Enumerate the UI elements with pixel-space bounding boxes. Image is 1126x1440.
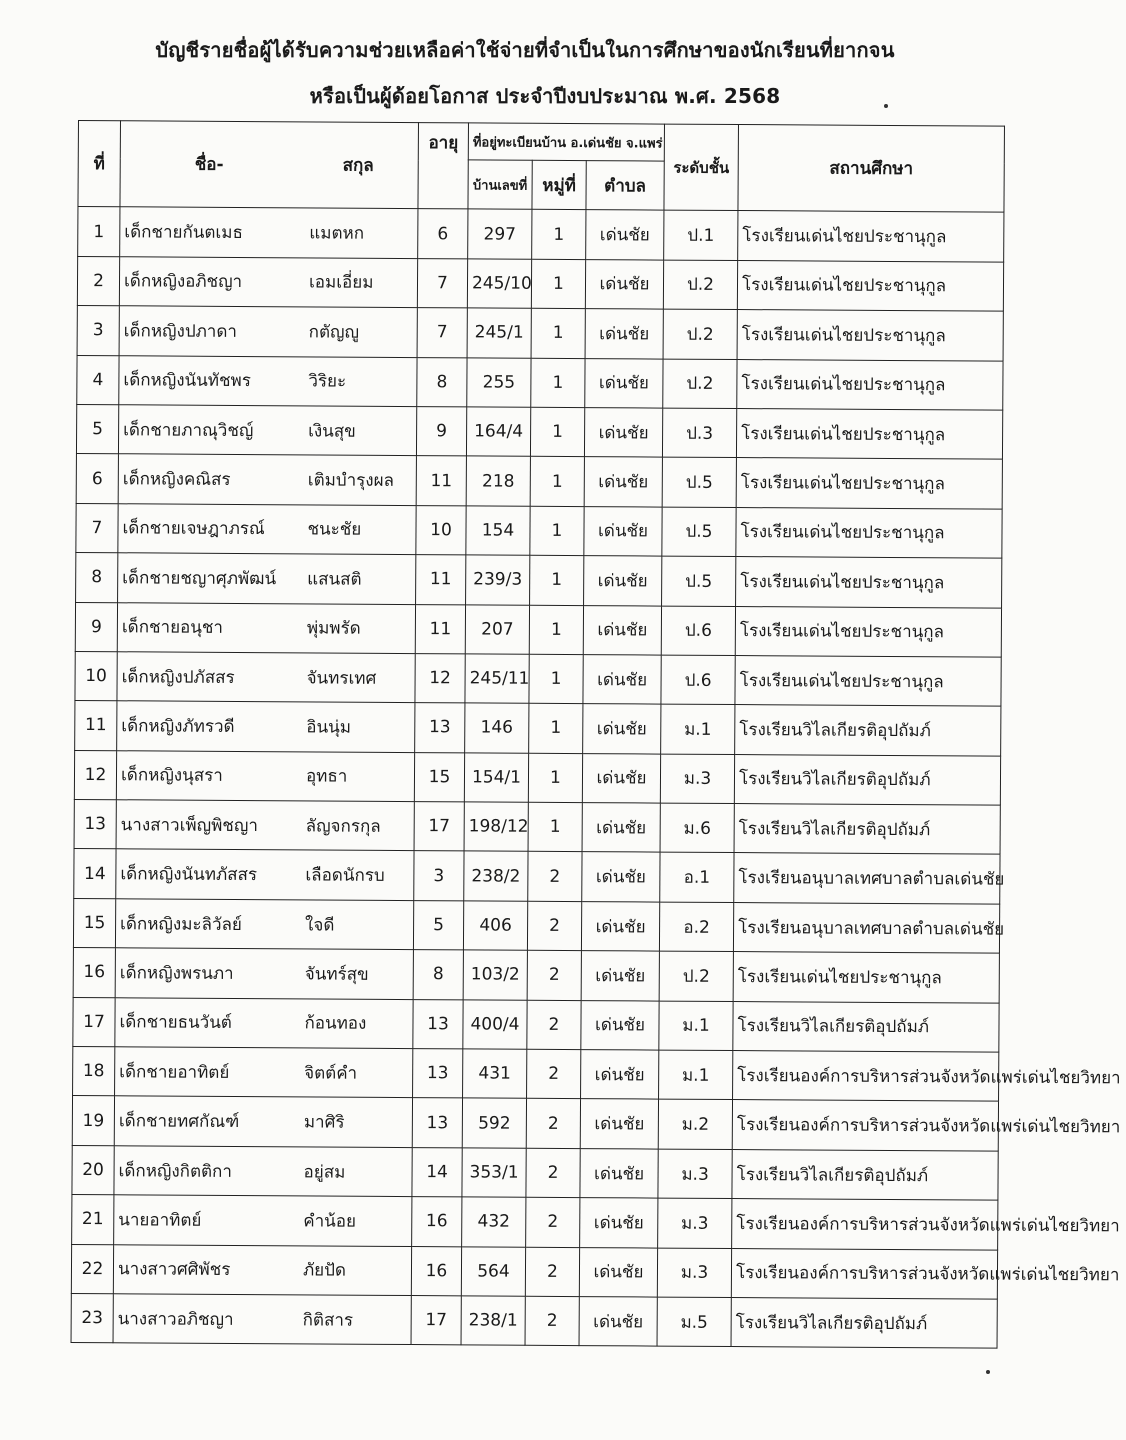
- recipient-surname: เอมเอี่ยม: [308, 272, 374, 294]
- recipient-name-cell: [119, 355, 417, 406]
- recipient-surname: จันทร์สุข: [304, 964, 369, 985]
- subdistrict: เด่นชัย: [585, 259, 663, 309]
- row-number: 11: [75, 701, 117, 751]
- school-name: โรงเรียนองค์การบริหารส่วนจังหวัดแพร่เด่นไชยวิทยา: [732, 1199, 998, 1250]
- row-number: 2: [77, 256, 119, 306]
- recipient-name-cell: [119, 257, 417, 308]
- village-number: 1: [532, 210, 586, 260]
- house-number: 297: [468, 209, 532, 259]
- recipient-given-name: เด็กชายเจษฎาภรณ์: [122, 518, 265, 540]
- school-name: โรงเรียนเด่นไชยประชานุกูล: [733, 952, 999, 1003]
- subdistrict: เด่นชัย: [581, 951, 659, 1001]
- school-name: โรงเรียนเด่นไชยประชานุกูล: [735, 606, 1001, 657]
- grade-level: ป.5: [662, 556, 736, 606]
- village-number: 2: [528, 852, 582, 902]
- row-number: 5: [76, 404, 118, 454]
- subdistrict: เด่นชัย: [579, 1247, 657, 1297]
- table-row: [73, 1047, 999, 1102]
- village-number: 2: [526, 1197, 580, 1247]
- recipient-given-name: เด็กหญิงปภาดา: [123, 321, 238, 342]
- subdistrict: เด่นชัย: [583, 605, 661, 655]
- house-number: 245/1: [467, 308, 531, 358]
- row-number: 4: [77, 355, 119, 405]
- table-row: [77, 256, 1003, 311]
- recipient-surname: อยู่สม: [303, 1161, 346, 1183]
- grade-level: ม.3: [657, 1248, 731, 1298]
- subdistrict: เด่นชัย: [579, 1297, 657, 1347]
- recipient-age: 13: [413, 1049, 463, 1099]
- school-name: โรงเรียนองค์การบริหารส่วนจังหวัดแพร่เด่นไชยวิทยา: [732, 1100, 998, 1151]
- recipient-name-cell: [118, 503, 416, 554]
- recipient-surname: พุ่มพรัด: [306, 618, 361, 639]
- recipient-surname: จันทรเทศ: [306, 668, 377, 689]
- grade-level: ม.3: [658, 1149, 732, 1199]
- house-number: 198/12: [464, 802, 528, 852]
- school-name: โรงเรียนวิไลเกียรติอุปถัมภ์: [731, 1297, 997, 1348]
- house-number: 255: [467, 357, 531, 407]
- house-number: 207: [465, 604, 529, 654]
- grade-level: ม.6: [660, 803, 734, 853]
- table-row: [78, 207, 1004, 262]
- house-number: 406: [463, 901, 527, 951]
- grade-level: ป.2: [659, 951, 733, 1001]
- recipient-age: 11: [416, 456, 466, 506]
- row-number: 10: [75, 651, 117, 701]
- table-row: [75, 701, 1001, 756]
- grade-level: ป.5: [662, 457, 736, 507]
- table-row: [76, 454, 1002, 509]
- recipient-age: 8: [413, 950, 463, 1000]
- subdistrict: เด่นชัย: [582, 753, 660, 803]
- row-number: 1: [78, 207, 120, 257]
- grade-level: ม.2: [658, 1099, 732, 1149]
- table-row: [72, 1145, 998, 1200]
- recipient-surname: ใจดี: [305, 914, 335, 936]
- recipient-surname: จิตต์คำ: [304, 1063, 358, 1084]
- recipient-given-name: นายอาทิตย์: [118, 1210, 202, 1231]
- row-number: 23: [71, 1293, 113, 1343]
- grade-level: ม.1: [659, 1050, 733, 1100]
- house-number: 164/4: [466, 407, 530, 457]
- village-number: 1: [531, 259, 585, 309]
- recipient-surname: มาศิริ: [303, 1112, 345, 1133]
- recipient-name-cell: [113, 1294, 411, 1345]
- grade-level: ป.6: [661, 655, 735, 705]
- recipient-given-name: เด็กหญิงนันทภัสสร: [120, 864, 258, 886]
- recipient-given-name: เด็กหญิงนุสรา: [120, 765, 223, 787]
- recipient-given-name: เด็กชายธนวันต์: [119, 1012, 232, 1034]
- school-name: โรงเรียนอนุบาลเทศบาลตำบลเด่นชัย: [733, 902, 999, 953]
- village-number: 2: [526, 1099, 580, 1149]
- table-row: [76, 404, 1002, 459]
- table-row: [73, 948, 999, 1003]
- grade-level: ป.2: [663, 260, 737, 310]
- row-number: 14: [74, 849, 116, 899]
- row-number: 13: [74, 800, 116, 850]
- header-name-label: ชื่อ-: [194, 154, 224, 176]
- recipient-age: 5: [413, 900, 463, 950]
- recipient-given-name: เด็กหญิงภัทรวดี: [121, 716, 235, 737]
- row-number: 16: [73, 948, 115, 998]
- recipient-given-name: เด็กชายทศกัณฑ์: [118, 1111, 240, 1133]
- recipient-age: 9: [416, 407, 466, 457]
- house-number: 154/1: [464, 753, 528, 803]
- recipient-given-name: เด็กหญิงนันทัชพร: [123, 370, 251, 392]
- recipient-name-cell: [114, 1195, 412, 1246]
- table-row: [76, 553, 1002, 608]
- recipient-surname: วิริยะ: [308, 371, 347, 392]
- subdistrict: เด่นชัย: [585, 358, 663, 408]
- recipient-name-cell: [116, 849, 414, 900]
- house-number: 592: [462, 1098, 526, 1148]
- subdistrict: เด่นชัย: [582, 803, 660, 853]
- header-age: อายุ: [418, 123, 469, 210]
- table-row: [72, 1195, 998, 1250]
- grade-level: ม.1: [659, 1001, 733, 1051]
- village-number: 2: [527, 1000, 581, 1050]
- village-number: 1: [530, 555, 584, 605]
- recipient-name-cell: [117, 701, 415, 752]
- row-number: 22: [71, 1244, 113, 1294]
- house-number: 238/1: [461, 1296, 525, 1346]
- table-row: [76, 503, 1002, 558]
- recipient-name-cell: [113, 1244, 411, 1295]
- school-name: โรงเรียนเด่นไชยประชานุกูล: [736, 458, 1002, 509]
- row-number: 18: [73, 1047, 115, 1097]
- subdistrict: เด่นชัย: [581, 1000, 659, 1050]
- grade-level: ป.1: [664, 210, 738, 260]
- grade-level: ม.3: [658, 1198, 732, 1248]
- school-name: โรงเรียนเด่นไชยประชานุกูล: [737, 260, 1003, 311]
- village-number: 2: [525, 1296, 579, 1346]
- school-name: โรงเรียนองค์การบริหารส่วนจังหวัดแพร่เด่นไชยวิทยา: [733, 1051, 999, 1102]
- recipient-age: 13: [412, 1098, 462, 1148]
- table-row: [74, 849, 1000, 904]
- recipient-surname: เลือดนักรบ: [305, 865, 385, 887]
- recipient-surname: อุทธา: [305, 766, 348, 788]
- header-house-no: บ้านเลขที่: [468, 160, 532, 210]
- house-number: 432: [462, 1197, 526, 1247]
- grade-level: ป.3: [662, 408, 736, 458]
- recipient-surname: แสนสติ: [307, 569, 362, 590]
- subdistrict: เด่นชัย: [585, 309, 663, 359]
- recipient-name-cell: [118, 553, 416, 604]
- table-row: [74, 750, 1000, 805]
- row-number: 19: [72, 1096, 114, 1146]
- recipient-surname: ก้อนทอง: [304, 1013, 367, 1035]
- recipient-given-name: เด็กชายกันตเมธ: [124, 222, 243, 244]
- recipient-name-cell: [118, 405, 416, 456]
- recipient-given-name: นางสาวอภิชญา: [117, 1308, 234, 1330]
- document-title-line-1: บัญชีรายชื่อผู้ได้รับความช่วยเหลือค่าใช้จ่ายที่จำเป็นในการศึกษาของนักเรียนที่ยากจน: [155, 38, 895, 62]
- recipient-age: 15: [414, 752, 464, 802]
- row-number: 3: [77, 306, 119, 356]
- recipient-name-cell: [116, 750, 414, 801]
- village-number: 1: [529, 605, 583, 655]
- school-name: โรงเรียนอนุบาลเทศบาลตำบลเด่นชัย: [734, 853, 1000, 904]
- school-name: โรงเรียนวิไลเกียรติอุปถัมภ์: [732, 1149, 998, 1200]
- school-name: โรงเรียนวิไลเกียรติอุปถัมภ์: [733, 1001, 999, 1052]
- scan-speck: [884, 104, 888, 108]
- header-subdistrict: ตำบล: [586, 161, 664, 211]
- table-row: [77, 355, 1003, 410]
- recipient-age: 17: [414, 802, 464, 852]
- recipient-age: 13: [415, 703, 465, 753]
- village-number: 1: [530, 407, 584, 457]
- recipient-given-name: เด็กหญิงกิตติกา: [118, 1160, 233, 1182]
- recipient-given-name: นางสาวศศิพัชร: [117, 1259, 231, 1281]
- header-surname-label: สกุล: [342, 155, 374, 176]
- recipient-surname: เติมบำรุงผล: [307, 470, 395, 491]
- recipient-given-name: เด็กชายอนุชา: [121, 617, 224, 639]
- school-name: โรงเรียนเด่นไชยประชานุกูล: [736, 408, 1002, 459]
- recipient-given-name: เด็กหญิงอภิชญา: [123, 271, 243, 293]
- village-number: 1: [530, 506, 584, 556]
- house-number: 245/10: [467, 259, 531, 309]
- house-number: 245/11: [465, 654, 529, 704]
- table-row: [73, 997, 999, 1052]
- recipient-given-name: นางสาวเพ็ญพิชญา: [120, 815, 258, 836]
- grade-level: ป.2: [663, 309, 737, 359]
- table-row: [72, 1096, 998, 1151]
- house-number: 400/4: [463, 1000, 527, 1050]
- recipient-age: 16: [411, 1246, 461, 1296]
- grade-level: ม.1: [661, 704, 735, 754]
- recipient-surname: กิติสาร: [302, 1310, 354, 1331]
- subdistrict: เด่นชัย: [581, 1050, 659, 1100]
- village-number: 1: [529, 654, 583, 704]
- recipient-age: 14: [412, 1147, 462, 1197]
- school-name: โรงเรียนวิไลเกียรติอุปถัมภ์: [735, 705, 1001, 756]
- recipient-age: 7: [417, 258, 467, 308]
- table-body: [71, 207, 1121, 1349]
- school-name: โรงเรียนเด่นไชยประชานุกูล: [737, 359, 1003, 410]
- village-number: 2: [527, 951, 581, 1001]
- village-number: 1: [529, 704, 583, 754]
- recipient-age: 8: [417, 357, 467, 407]
- village-number: 1: [528, 802, 582, 852]
- village-number: 2: [526, 1148, 580, 1198]
- document-title-line-2: หรือเป็นผู้ด้อยโอกาส ประจำปีงบประมาณ พ.ศ. 2568: [309, 84, 781, 108]
- school-name: โรงเรียนวิไลเกียรติอุปถัมภ์: [734, 754, 1000, 805]
- table-row: [71, 1293, 997, 1348]
- house-number: 239/3: [466, 555, 530, 605]
- row-number: 8: [76, 553, 118, 603]
- school-name: โรงเรียนเด่นไชยประชานุกูล: [736, 557, 1002, 608]
- subdistrict: เด่นชัย: [580, 1198, 658, 1248]
- table-row: [71, 1244, 997, 1299]
- recipient-surname: ลัญจกรกุล: [305, 816, 381, 837]
- recipient-name-cell: [116, 800, 414, 851]
- recipient-surname: คำน้อย: [303, 1211, 357, 1232]
- recipient-surname: ภัยปัด: [302, 1260, 347, 1281]
- row-number: 20: [72, 1145, 114, 1195]
- header-school: สถานศึกษา: [738, 125, 1005, 213]
- house-number: 238/2: [464, 851, 528, 901]
- house-number: 431: [463, 1049, 527, 1099]
- header-village: หมู่ที่: [532, 160, 586, 210]
- subdistrict: เด่นชัย: [580, 1099, 658, 1149]
- recipient-age: 16: [412, 1197, 462, 1247]
- school-name: โรงเรียนเด่นไชยประชานุกูล: [737, 310, 1003, 361]
- row-number: 9: [75, 602, 117, 652]
- recipient-name-cell: [115, 948, 413, 999]
- row-number: 17: [73, 997, 115, 1047]
- recipient-given-name: เด็กหญิงคณิสร: [122, 469, 231, 490]
- recipient-surname: ชนะชัย: [307, 519, 362, 541]
- recipient-age: 11: [416, 555, 466, 605]
- recipient-age: 3: [414, 851, 464, 901]
- house-number: 146: [465, 703, 529, 753]
- grade-level: ป.6: [661, 606, 735, 656]
- village-number: 2: [527, 1049, 581, 1099]
- row-number: 7: [76, 503, 118, 553]
- recipient-age: 7: [417, 308, 467, 358]
- table-row: [75, 602, 1001, 657]
- row-number: 12: [74, 750, 116, 800]
- grade-level: ม.3: [660, 754, 734, 804]
- subdistrict: เด่นชัย: [584, 556, 662, 606]
- recipient-name-cell: [115, 1047, 413, 1098]
- recipient-name-cell: [115, 997, 413, 1048]
- subdistrict: เด่นชัย: [584, 506, 662, 556]
- school-name: โรงเรียนเด่นไชยประชานุกูล: [735, 655, 1001, 706]
- house-number: 564: [461, 1246, 525, 1296]
- grade-level: ม.5: [657, 1297, 731, 1347]
- table-header-row: [78, 121, 1004, 164]
- recipient-name-cell: [114, 1146, 412, 1197]
- recipient-age: 13: [413, 999, 463, 1049]
- table-row: [75, 651, 1001, 706]
- village-number: 2: [527, 901, 581, 951]
- recipient-age: 10: [416, 505, 466, 555]
- subdistrict: เด่นชัย: [582, 852, 660, 902]
- header-name: [120, 121, 419, 209]
- recipient-given-name: เด็กหญิงพรนภา: [119, 963, 234, 984]
- recipient-surname: เงินสุข: [308, 421, 356, 442]
- recipient-age: 11: [415, 604, 465, 654]
- subdistrict: เด่นชัย: [581, 901, 659, 951]
- subdistrict: เด่นชัย: [584, 408, 662, 458]
- school-name: โรงเรียนองค์การบริหารส่วนจังหวัดแพร่เด่นไชยวิทยา: [731, 1248, 997, 1299]
- house-number: 103/2: [463, 950, 527, 1000]
- recipient-name-cell: [118, 454, 416, 505]
- table-row: [73, 898, 999, 953]
- recipient-name-cell: [120, 207, 418, 258]
- house-number: 353/1: [462, 1148, 526, 1198]
- village-number: 1: [530, 457, 584, 507]
- table-row: [74, 800, 1000, 855]
- village-number: 2: [525, 1247, 579, 1297]
- house-number: 154: [466, 506, 530, 556]
- school-name: โรงเรียนวิไลเกียรติอุปถัมภ์: [734, 804, 1000, 855]
- recipient-surname: แมตหก: [309, 223, 365, 244]
- school-name: โรงเรียนเด่นไชยประชานุกูล: [736, 507, 1002, 558]
- header-no: ที่: [78, 121, 121, 208]
- village-number: 1: [528, 753, 582, 803]
- grade-level: อ.2: [659, 902, 733, 952]
- recipient-given-name: เด็กชายชญาศุภพัฒน์: [122, 568, 277, 590]
- subdistrict: เด่นชัย: [584, 457, 662, 507]
- row-number: 21: [72, 1195, 114, 1245]
- recipient-surname: อินนุ่ม: [306, 717, 352, 738]
- grade-level: อ.1: [660, 853, 734, 903]
- recipient-age: 17: [411, 1296, 461, 1346]
- house-number: 218: [466, 456, 530, 506]
- recipient-name-cell: [115, 899, 413, 950]
- subdistrict: เด่นชัย: [586, 210, 664, 260]
- recipient-age: 12: [415, 653, 465, 703]
- header-address: ที่อยู่ทะเบียนบ้าน อ.เด่นชัย จ.แพร่: [468, 123, 664, 161]
- recipient-age: 6: [418, 209, 468, 259]
- recipient-given-name: เด็กหญิงปภัสสร: [121, 666, 235, 688]
- recipient-name-cell: [119, 306, 417, 357]
- recipient-name-cell: [117, 652, 415, 703]
- recipient-name-cell: [114, 1096, 412, 1147]
- row-number: 15: [73, 898, 115, 948]
- recipient-given-name: เด็กหญิงมะลิวัลย์: [120, 913, 242, 935]
- grade-level: ป.2: [663, 359, 737, 409]
- school-name: โรงเรียนเด่นไชยประชานุกูล: [738, 211, 1004, 262]
- village-number: 1: [531, 308, 585, 358]
- village-number: 1: [531, 358, 585, 408]
- header-grade: ระดับชั้น: [664, 124, 739, 211]
- recipient-given-name: เด็กชายภาณุวิชญ์: [123, 419, 254, 441]
- recipient-given-name: เด็กชายอาทิตย์: [119, 1061, 230, 1083]
- subdistrict: เด่นชัย: [583, 704, 661, 754]
- row-number: 6: [76, 454, 118, 504]
- recipient-name-cell: [117, 602, 415, 653]
- recipient-surname: กตัญญู: [308, 322, 360, 343]
- scan-speck: [986, 1370, 990, 1374]
- table-row: [77, 306, 1003, 361]
- subdistrict: เด่นชัย: [580, 1148, 658, 1198]
- subdistrict: เด่นชัย: [583, 655, 661, 705]
- grade-level: ป.5: [662, 507, 736, 557]
- recipient-table: [71, 120, 1121, 1349]
